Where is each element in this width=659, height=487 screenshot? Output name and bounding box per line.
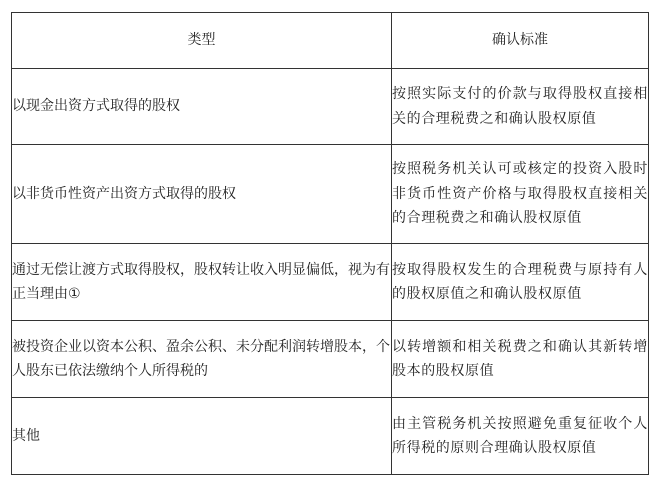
standard-cell: 以转增额和相关税费之和确认其新转增股本的股权原值 — [392, 321, 649, 398]
type-cell: 被投资企业以资本公积、盈余公积、未分配利润转增股本，个人股东已依法缴纳个人所得税的 — [12, 321, 392, 398]
type-cell: 其他 — [12, 398, 392, 475]
standard-cell: 按照实际支付的价款与取得股权直接相关的合理税费之和确认股权原值 — [392, 69, 649, 145]
table-row — [12, 244, 649, 321]
standard-cell: 按照税务机关认可或核定的投资入股时非货币性资产价格与取得股权直接相关的合理税费之和确认股权原值 — [392, 145, 649, 244]
type-cell: 通过无偿让渡方式取得股权，股权转让收入明显偏低，视为有正当理由① — [12, 244, 392, 321]
standard-cell: 由主管税务机关按照避免重复征收个人所得税的原则合理确认股权原值 — [392, 398, 649, 475]
table-row — [12, 398, 649, 475]
table-header-row — [12, 13, 649, 69]
column-header-type: 类型 — [12, 13, 392, 69]
column-header-standard: 确认标准 — [392, 13, 649, 69]
equity-original-value-table — [11, 12, 649, 475]
table-row — [12, 145, 649, 244]
type-cell: 以现金出资方式取得的股权 — [12, 69, 392, 145]
table-row — [12, 69, 649, 145]
standard-cell: 按取得股权发生的合理税费与原持有人的股权原值之和确认股权原值 — [392, 244, 649, 321]
table-row — [12, 321, 649, 398]
type-cell: 以非货币性资产出资方式取得的股权 — [12, 145, 392, 244]
